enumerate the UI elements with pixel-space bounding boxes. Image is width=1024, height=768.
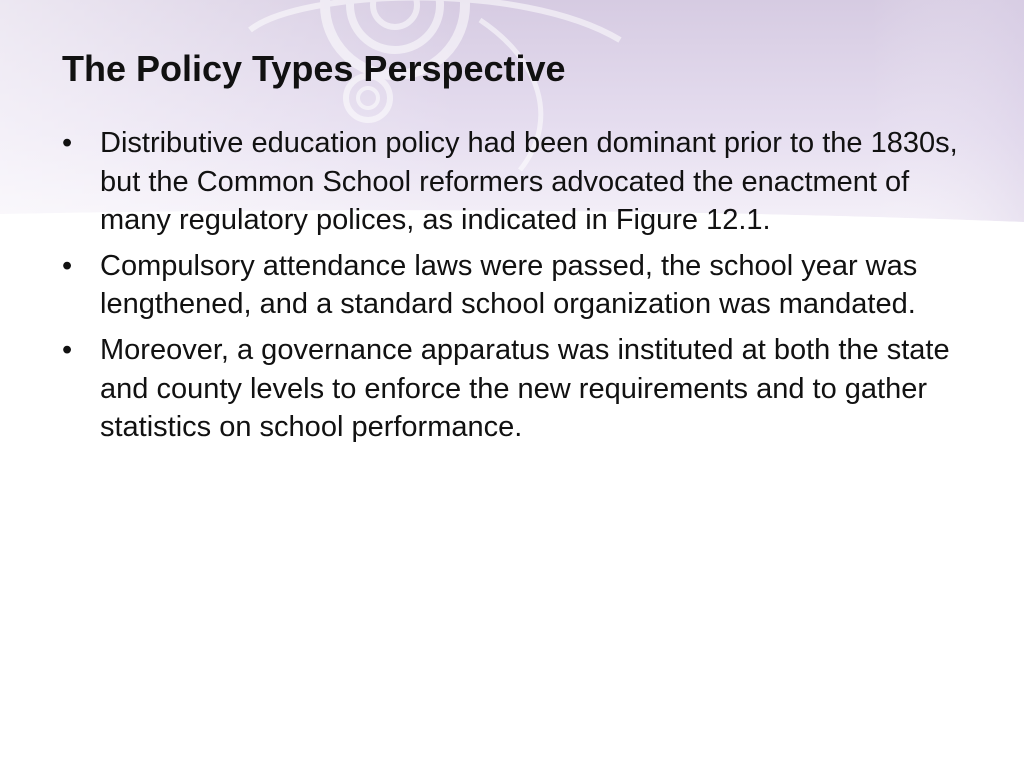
bullet-list <box>62 124 962 454</box>
bullet-dot-icon: • <box>62 333 73 366</box>
bullet-item <box>62 247 962 324</box>
bullet-dot-icon: • <box>62 127 73 159</box>
bullet-text: Compulsory attendance laws were passed, the school year was lengthened, and a standard school organization was mandated. <box>100 249 918 321</box>
slide-title: The Policy Types Perspective <box>62 48 566 89</box>
bullet-text: Moreover, a governance apparatus was instituted at both the state and county levels to enforce the new requirements and to gather statistics on school performance. <box>100 333 950 444</box>
bullet-item <box>62 331 962 447</box>
bullet-text: Distributive education policy had been dominant prior to the 1830s, but the Common School reformers advocated the enactment of many regulatory polices, as indicated in Figure 12.1. <box>100 127 958 237</box>
bullet-item <box>62 124 962 240</box>
bullet-dot-icon: • <box>62 249 73 282</box>
